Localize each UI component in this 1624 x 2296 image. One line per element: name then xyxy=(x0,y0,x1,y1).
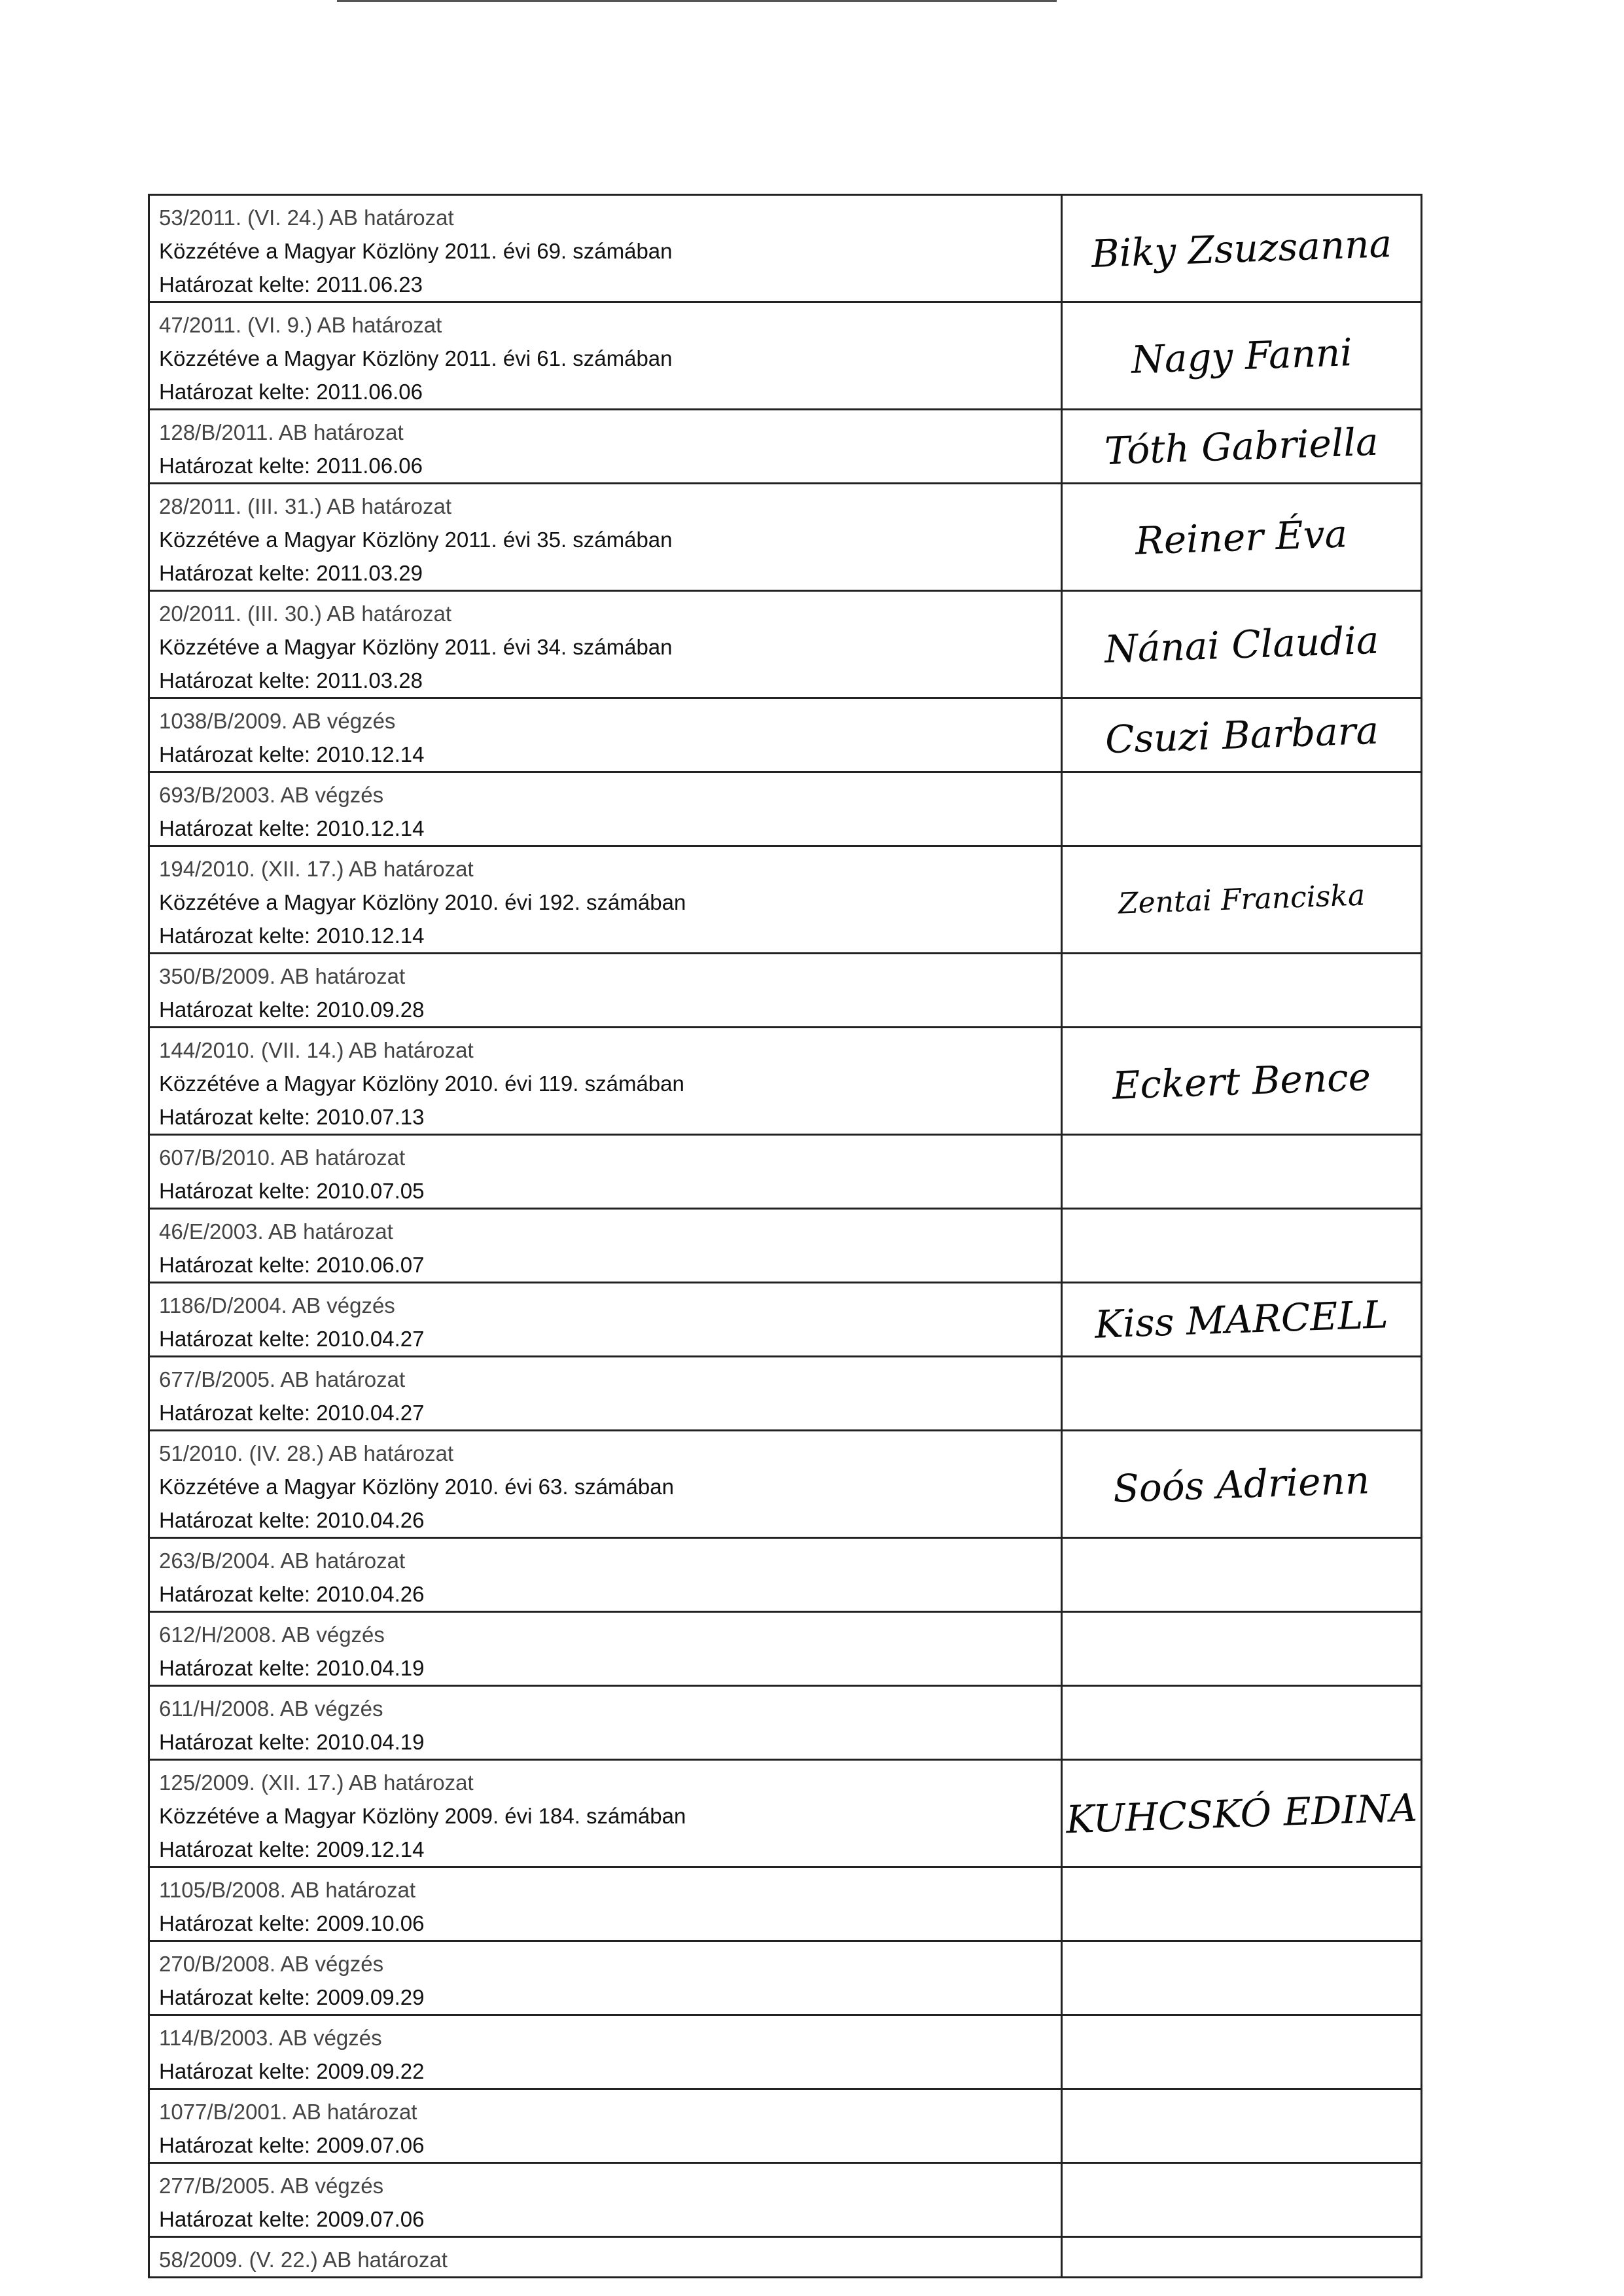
decision-reference: 144/2010. (VII. 14.) AB határozat xyxy=(159,1038,474,1062)
decision-reference: 1077/B/2001. AB határozat xyxy=(159,2100,417,2124)
decision-reference: 1038/B/2009. AB végzés xyxy=(159,709,396,733)
decision-reference: 350/B/2009. AB határozat xyxy=(159,964,406,988)
decision-cell xyxy=(149,302,1062,410)
decision-reference: 194/2010. (XII. 17.) AB határozat xyxy=(159,857,474,881)
decision-cell xyxy=(149,698,1062,772)
signature-cell xyxy=(1062,484,1422,591)
top-rule xyxy=(337,0,1057,2)
table-row xyxy=(149,1686,1422,1760)
signature-cell xyxy=(1062,2237,1422,2278)
decision-date: Határozat kelte: 2009.12.14 xyxy=(159,1837,425,1861)
table-row xyxy=(149,1612,1422,1686)
signature-cell xyxy=(1062,2163,1422,2237)
signature-cell xyxy=(1062,1538,1422,1612)
table-row xyxy=(149,772,1422,846)
decision-date: Határozat kelte: 2009.07.06 xyxy=(159,2207,425,2231)
decision-reference: 612/H/2008. AB végzés xyxy=(159,1623,385,1647)
decision-cell xyxy=(149,1028,1062,1135)
table-row xyxy=(149,1283,1422,1357)
decision-cell xyxy=(149,1538,1062,1612)
handwritten-signature: Reiner Éva xyxy=(1135,511,1349,564)
table-row xyxy=(149,1135,1422,1209)
signature-cell xyxy=(1062,591,1422,698)
decision-reference: 46/E/2003. AB határozat xyxy=(159,1219,393,1244)
decision-date: Határozat kelte: 2011.06.06 xyxy=(159,454,423,478)
table-row xyxy=(149,1867,1422,1941)
decision-cell xyxy=(149,846,1062,954)
signature-cell xyxy=(1062,302,1422,410)
decision-cell xyxy=(149,410,1062,484)
signature-cell xyxy=(1062,1867,1422,1941)
handwritten-signature: Eckert Bence xyxy=(1111,1054,1372,1108)
decision-date: Határozat kelte: 2010.04.26 xyxy=(159,1582,425,1606)
decision-reference: 607/B/2010. AB határozat xyxy=(159,1145,406,1170)
decision-date: Határozat kelte: 2010.12.14 xyxy=(159,742,425,766)
decision-date: Határozat kelte: 2009.10.06 xyxy=(159,1911,425,1935)
handwritten-signature: Nánai Claudia xyxy=(1103,617,1380,672)
table-row xyxy=(149,698,1422,772)
publication-note: Közzétéve a Magyar Közlöny 2010. évi 63. számában xyxy=(159,1475,674,1499)
decision-reference: 277/B/2005. AB végzés xyxy=(159,2174,384,2198)
handwritten-signature: Kiss MARCELL xyxy=(1094,1292,1389,1347)
signature-cell xyxy=(1062,772,1422,846)
decision-date: Határozat kelte: 2010.06.07 xyxy=(159,1253,425,1277)
signature-cell xyxy=(1062,2089,1422,2163)
table-row xyxy=(149,1941,1422,2015)
handwritten-signature: Nagy Fanni xyxy=(1130,329,1353,382)
publication-note: Közzétéve a Magyar Közlöny 2011. évi 34. számában xyxy=(159,635,673,659)
decision-cell xyxy=(149,2237,1062,2278)
handwritten-signature: Zentai Franciska xyxy=(1118,878,1366,921)
publication-note: Közzétéve a Magyar Közlöny 2010. évi 192. számában xyxy=(159,890,686,914)
decision-cell xyxy=(149,1760,1062,1867)
decision-cell xyxy=(149,1612,1062,1686)
table-row xyxy=(149,1357,1422,1431)
handwritten-signature: Csuzi Barbara xyxy=(1104,708,1379,762)
table-row xyxy=(149,1028,1422,1135)
signature-cell xyxy=(1062,195,1422,302)
decision-reference: 53/2011. (VI. 24.) AB határozat xyxy=(159,206,454,230)
decision-cell xyxy=(149,1283,1062,1357)
decision-reference: 114/B/2003. AB végzés xyxy=(159,2026,382,2050)
decision-cell xyxy=(149,1209,1062,1283)
decision-reference: 51/2010. (IV. 28.) AB határozat xyxy=(159,1441,454,1465)
publication-note: Közzétéve a Magyar Közlöny 2011. évi 61. számában xyxy=(159,346,673,370)
decision-reference: 28/2011. (III. 31.) AB határozat xyxy=(159,494,451,518)
decision-reference: 20/2011. (III. 30.) AB határozat xyxy=(159,601,451,626)
decision-date: Határozat kelte: 2010.12.14 xyxy=(159,816,425,840)
table-row xyxy=(149,195,1422,302)
decision-date: Határozat kelte: 2011.06.23 xyxy=(159,272,423,296)
table-row xyxy=(149,1760,1422,1867)
decision-reference: 611/H/2008. AB végzés xyxy=(159,1696,383,1721)
decision-date: Határozat kelte: 2011.03.29 xyxy=(159,561,423,585)
decision-date: Határozat kelte: 2009.07.06 xyxy=(159,2133,425,2157)
decision-cell xyxy=(149,2163,1062,2237)
signature-cell xyxy=(1062,1209,1422,1283)
publication-note: Közzétéve a Magyar Közlöny 2010. évi 119. számában xyxy=(159,1071,684,1096)
decision-cell xyxy=(149,195,1062,302)
handwritten-signature: Soós Adrienn xyxy=(1112,1457,1371,1511)
signature-cell xyxy=(1062,1357,1422,1431)
decision-date: Határozat kelte: 2009.09.22 xyxy=(159,2059,425,2083)
decision-cell xyxy=(149,954,1062,1028)
decision-date: Határozat kelte: 2010.04.27 xyxy=(159,1327,425,1351)
decision-cell xyxy=(149,1135,1062,1209)
decision-date: Határozat kelte: 2010.04.19 xyxy=(159,1730,425,1754)
decision-date: Határozat kelte: 2010.04.26 xyxy=(159,1508,425,1532)
decision-cell xyxy=(149,484,1062,591)
decision-date: Határozat kelte: 2010.04.19 xyxy=(159,1656,425,1680)
decision-reference: 47/2011. (VI. 9.) AB határozat xyxy=(159,313,442,337)
decision-date: Határozat kelte: 2011.06.06 xyxy=(159,380,423,404)
decision-reference: 263/B/2004. AB határozat xyxy=(159,1549,406,1573)
table-row xyxy=(149,1431,1422,1538)
table-row xyxy=(149,410,1422,484)
decision-date: Határozat kelte: 2011.03.28 xyxy=(159,668,423,692)
decision-date: Határozat kelte: 2010.04.27 xyxy=(159,1401,425,1425)
handwritten-signature: Tóth Gabriella xyxy=(1104,419,1379,474)
decision-reference: 1105/B/2008. AB határozat xyxy=(159,1878,416,1902)
signature-cell xyxy=(1062,846,1422,954)
signature-cell xyxy=(1062,1028,1422,1135)
table-row xyxy=(149,2237,1422,2278)
publication-note: Közzétéve a Magyar Közlöny 2011. évi 35. számában xyxy=(159,528,673,552)
handwritten-signature: KUHCSKÓ EDINA xyxy=(1065,1785,1419,1842)
decision-reference: 125/2009. (XII. 17.) AB határozat xyxy=(159,1770,474,1795)
signature-cell xyxy=(1062,698,1422,772)
decision-cell xyxy=(149,2015,1062,2089)
decision-cell xyxy=(149,1867,1062,1941)
decision-cell xyxy=(149,1686,1062,1760)
decision-date: Határozat kelte: 2010.07.05 xyxy=(159,1179,425,1203)
decision-cell xyxy=(149,2089,1062,2163)
decision-reference: 128/B/2011. AB határozat xyxy=(159,420,404,444)
decisions-table-body xyxy=(149,195,1422,2278)
decision-date: Határozat kelte: 2009.09.29 xyxy=(159,1985,425,2009)
table-row xyxy=(149,484,1422,591)
decision-cell xyxy=(149,1357,1062,1431)
signature-cell xyxy=(1062,954,1422,1028)
signature-cell xyxy=(1062,1135,1422,1209)
handwritten-signature: Biky Zsuzsanna xyxy=(1090,221,1393,276)
table-row xyxy=(149,846,1422,954)
decision-reference: 58/2009. (V. 22.) AB határozat xyxy=(159,2248,448,2272)
signature-cell xyxy=(1062,410,1422,484)
table-row xyxy=(149,302,1422,410)
signature-cell xyxy=(1062,1431,1422,1538)
table-row xyxy=(149,591,1422,698)
decisions-table xyxy=(148,194,1422,2278)
decision-reference: 693/B/2003. AB végzés xyxy=(159,783,384,807)
decision-cell xyxy=(149,591,1062,698)
signature-cell xyxy=(1062,1612,1422,1686)
table-row xyxy=(149,2163,1422,2237)
decision-reference: 677/B/2005. AB határozat xyxy=(159,1367,406,1391)
publication-note: Közzétéve a Magyar Közlöny 2009. évi 184. számában xyxy=(159,1804,686,1828)
table-row xyxy=(149,2015,1422,2089)
signature-cell xyxy=(1062,1760,1422,1867)
decision-reference: 1186/D/2004. AB végzés xyxy=(159,1293,395,1318)
decision-reference: 270/B/2008. AB végzés xyxy=(159,1952,384,1976)
signature-cell xyxy=(1062,1941,1422,2015)
table-row xyxy=(149,1538,1422,1612)
table-row xyxy=(149,1209,1422,1283)
signature-cell xyxy=(1062,2015,1422,2089)
table-row xyxy=(149,2089,1422,2163)
decision-cell xyxy=(149,1431,1062,1538)
signature-cell xyxy=(1062,1686,1422,1760)
decision-cell xyxy=(149,1941,1062,2015)
decision-date: Határozat kelte: 2010.07.13 xyxy=(159,1105,425,1129)
table-row xyxy=(149,954,1422,1028)
signature-cell xyxy=(1062,1283,1422,1357)
publication-note: Közzétéve a Magyar Közlöny 2011. évi 69. számában xyxy=(159,239,673,263)
decision-cell xyxy=(149,772,1062,846)
decision-date: Határozat kelte: 2010.09.28 xyxy=(159,997,425,1022)
decision-date: Határozat kelte: 2010.12.14 xyxy=(159,924,425,948)
